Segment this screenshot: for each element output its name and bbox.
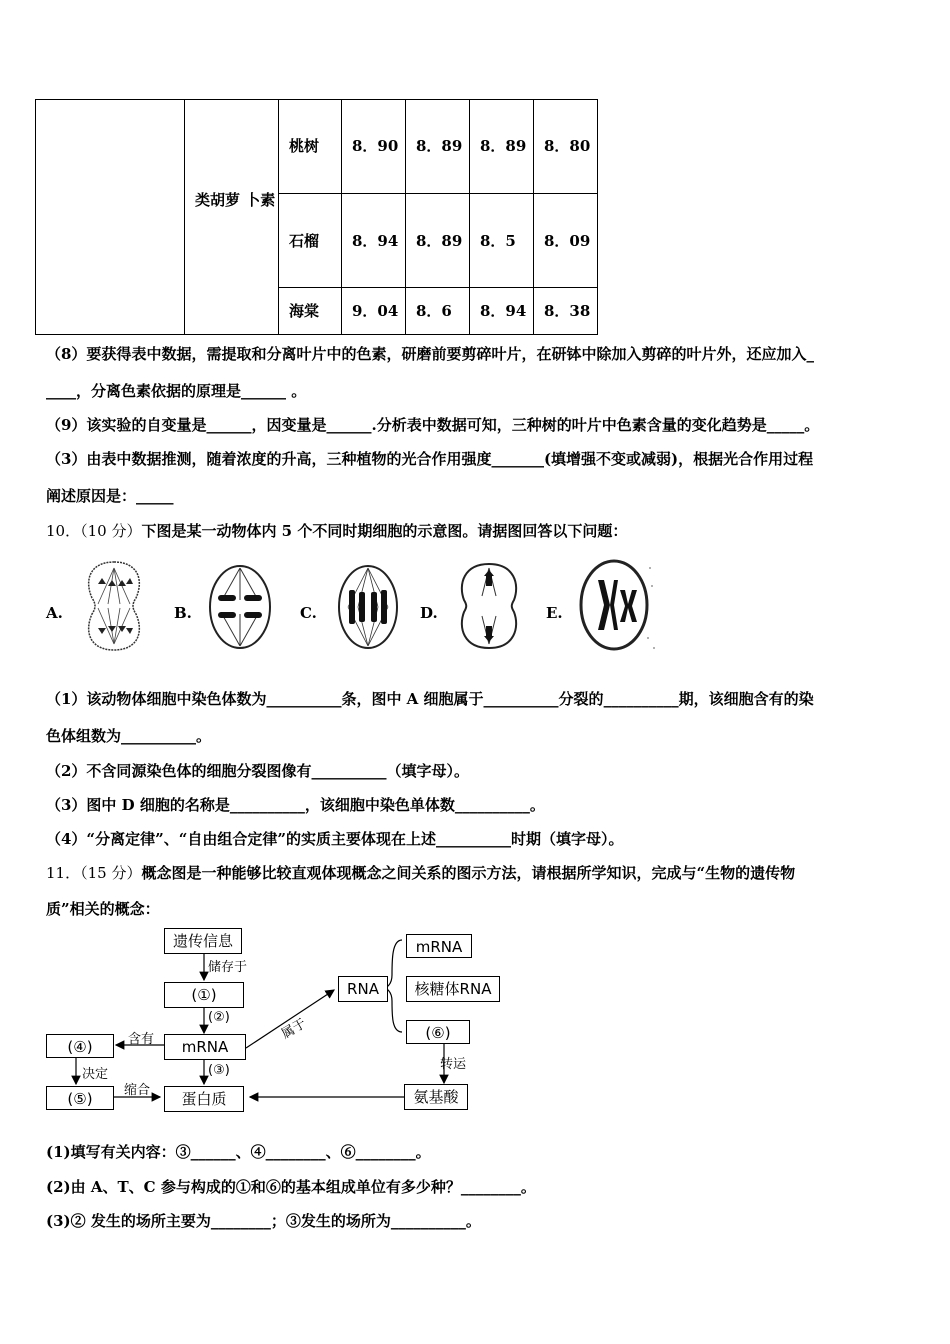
box-amino-acid: 氨基酸: [404, 1084, 468, 1110]
box-n5: (⑤): [46, 1086, 114, 1110]
box-mrna-2: mRNA: [406, 934, 472, 958]
q10-s1-blank-3[interactable]: __________: [603, 690, 679, 708]
label-decide: 决定: [82, 1067, 109, 1082]
q11-number: 11．（15 分）: [46, 864, 142, 882]
q10-title-text: 下图是某一动物体内 5 个不同时期细胞的示意图。请据图回答以下问题：: [141, 522, 628, 540]
table-cell: 8．89: [406, 100, 470, 194]
q8-text-c: 。: [286, 382, 307, 400]
cell-e-figure: [576, 556, 658, 654]
cell-letter-d: D.: [420, 604, 438, 622]
cell-letter-e: E.: [546, 604, 563, 622]
q10-s1-blank-2[interactable]: __________: [483, 690, 559, 708]
q11-p2-blank[interactable]: ________: [460, 1178, 521, 1196]
label-belong: 属于: [278, 1016, 310, 1043]
q9-blank-2[interactable]: ______: [326, 416, 372, 434]
box-protein: 蛋白质: [164, 1086, 244, 1112]
q10-s3-c: ，该细胞中染色单体数: [304, 796, 455, 814]
table-cell: 8．89: [406, 194, 470, 288]
label-n2: (②): [208, 1010, 230, 1025]
box-n6: (⑥): [406, 1020, 470, 1044]
table-plant: 桃树: [279, 100, 342, 194]
q3-blank-1[interactable]: _______: [491, 450, 544, 468]
table-cell: 9．04: [342, 288, 406, 335]
q11-p1-a: (1)填写有关内容：③: [46, 1143, 191, 1161]
q3-text-d: 阐述原因是：: [46, 487, 137, 505]
q3-text-c: (填增强不变或减弱)，根据光合作用过程: [543, 450, 814, 468]
q10-s4-a: （4）“分离定律”、“自由组合定律”的实质主要体现在上述: [46, 830, 436, 848]
table-category: 类胡萝 卜素: [185, 100, 279, 335]
q9-blank-1[interactable]: ______: [206, 416, 252, 434]
q11-p1: [46, 1141, 431, 1162]
cell-letter-a: A.: [46, 604, 63, 622]
label-n3: (③): [208, 1063, 230, 1078]
q10-s3-blank-1[interactable]: __________: [229, 796, 305, 814]
table-cell: 8．5: [470, 194, 534, 288]
q10-title: [46, 520, 627, 541]
cell-d-figure: [456, 560, 522, 652]
cell-c-figure: [334, 562, 402, 652]
q10-s1-g: 期，该细胞含有的染: [678, 690, 814, 708]
q11-p3: [46, 1210, 481, 1231]
q10-s3-blank-2[interactable]: __________: [454, 796, 530, 814]
q10-s1-c: 条，图中 A 细胞属于: [341, 690, 484, 708]
table-plant: 海棠: [279, 288, 342, 335]
q10-s3-a: （3）图中 D 细胞的名称是: [46, 796, 230, 814]
q10-s1-e: 分裂的: [558, 690, 604, 708]
table-cell: 8．90: [342, 100, 406, 194]
box-rna: RNA: [338, 976, 388, 1002]
q10-s2-c: （填字母）。: [386, 762, 469, 780]
table-cell: 8．80: [534, 100, 598, 194]
q9-text-a: （9）该实验的自变量是: [46, 416, 207, 434]
q10-s2-a: （2）不含同源染色体的细胞分裂图像有: [46, 762, 312, 780]
label-condense: 缩合: [124, 1083, 151, 1098]
table-cell: 8．09: [534, 194, 598, 288]
q10-s3: [46, 794, 545, 815]
q10-number: 10．（10 分）: [46, 522, 142, 540]
q11-p1-blank-2[interactable]: ________: [265, 1143, 326, 1161]
q11-p3-a: (3)② 发生的场所主要为: [46, 1212, 211, 1230]
label-store: 储存于: [208, 960, 248, 975]
table-cell: 8．38: [534, 288, 598, 335]
cell-letter-c: C.: [300, 604, 317, 622]
q9-text-e: .分析表中数据可知，三种树的叶片中色素含量的变化趋势是: [371, 416, 767, 434]
table-empty-cell: [36, 100, 185, 335]
q10-s1-line2: [46, 725, 211, 746]
pigment-table: [35, 99, 598, 335]
box-n1: (①): [164, 982, 244, 1008]
q11-p1-c: 、④: [235, 1143, 266, 1161]
q11-title-line2: 质”相关的概念：: [46, 900, 160, 918]
q11-p1-g: 。: [415, 1143, 431, 1161]
q8-line1: （8）要获得表中数据，需提取和分离叶片中的色素，研磨前要剪碎叶片，在研钵中除加入剪碎的叶片外，还应加入_: [46, 345, 814, 363]
box-mrna: mRNA: [164, 1034, 246, 1060]
box-n4: (④): [46, 1034, 114, 1058]
q11-p1-blank-1[interactable]: ______: [190, 1143, 236, 1161]
label-transport: 转运: [440, 1057, 467, 1072]
q9-blank-3[interactable]: _____: [766, 416, 805, 434]
q10-s1-blank-1[interactable]: __________: [266, 690, 342, 708]
q10-s1-blank-4[interactable]: __________: [121, 727, 197, 745]
q10-s3-e: 。: [529, 796, 545, 814]
q10-s4: [46, 828, 623, 849]
q11-p2: [46, 1176, 536, 1197]
q10-s4-blank[interactable]: __________: [435, 830, 511, 848]
table-cell: 8．94: [470, 288, 534, 335]
q3-line2: [46, 485, 174, 506]
q11-p3-e: 。: [465, 1212, 481, 1230]
q8-text-a: ____，分离色素依据的原理是: [46, 382, 242, 400]
q8-line2: [46, 380, 306, 401]
label-contain: 含有: [128, 1032, 155, 1047]
table-cell: 8．89: [470, 100, 534, 194]
cell-b-figure: [204, 562, 276, 652]
box-genetic-info: 遗传信息: [164, 928, 242, 954]
q11-title-text1: 概念图是一种能够比较直观体现概念之间关系的图示方法，请根据所学知识，完成与“生物的遗传物: [141, 864, 796, 882]
box-rrna: 核糖体RNA: [406, 976, 500, 1002]
cell-a-figure: [78, 558, 150, 654]
q10-s2: [46, 760, 469, 781]
q11-title-line1: [46, 862, 795, 883]
q9-text-c: ，因变量是: [251, 416, 327, 434]
q10-s4-c: 时期（填字母）。: [510, 830, 624, 848]
q10-s1-h: 色体组数为: [46, 727, 122, 745]
q10-s1-j: 。: [196, 727, 212, 745]
q3-line1: [46, 448, 813, 469]
q11-p3-c: ；③发生的场所为: [270, 1212, 391, 1230]
q9-line: [46, 414, 819, 435]
table-cell: 8．6: [406, 288, 470, 335]
q10-s2-blank[interactable]: __________: [311, 762, 387, 780]
q11-p3-blank-1[interactable]: ________: [210, 1212, 271, 1230]
q3-blank-2[interactable]: _____: [136, 487, 174, 505]
q11-p2-c: 。: [520, 1178, 536, 1196]
q11-p3-blank-2[interactable]: __________: [390, 1212, 466, 1230]
table-plant: 石榴: [279, 194, 342, 288]
q11-p2-a: (2)由 A、T、C 参与构成的①和⑥的基本组成单位有多少种？: [46, 1178, 461, 1196]
q3-text-a: （3）由表中数据推测，随着浓度的升高，三种植物的光合作用强度: [46, 450, 492, 468]
q10-s1-line1: [46, 688, 814, 709]
cell-letter-b: B.: [174, 604, 192, 622]
table-cell: 8．94: [342, 194, 406, 288]
q9-text-g: 。: [804, 416, 820, 434]
q11-p1-blank-3[interactable]: ________: [355, 1143, 416, 1161]
q11-p1-e: 、⑥: [325, 1143, 356, 1161]
q8-blank[interactable]: ______: [241, 382, 287, 400]
q10-s1-a: （1）该动物体细胞中染色体数为: [46, 690, 267, 708]
